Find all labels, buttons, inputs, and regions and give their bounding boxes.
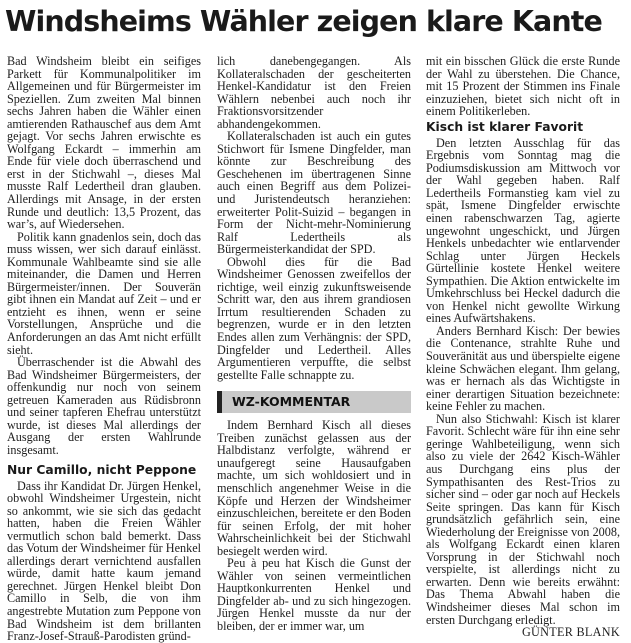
paragraph: Bad Windsheim bleibt ein seifiges Parkett für Kommunalpolitiker im Allgemeinen und für Bürgermeister im Speziellen. Zum zweiten Mal binnen sechs Jahren haben die Wähler einen amtierenden Rathauschef aus dem Amt gejagt. Vor sechs Jahren erwischte es Wolfgang Eckardt – immerhin am Ende für viele doch überraschend und erst in der Stichwahl –, dieses Mal musste Ralf Ledertheil dran glauben. Allerdings mit Ansage, in der ersten Runde und deutlich: 13,5 Prozent, das war’s, auf Wiedersehen. [7, 54, 201, 232]
column-2 [217, 54, 411, 633]
subheading: Kisch ist klarer Favorit [426, 119, 584, 134]
column-3 [426, 54, 620, 640]
paragraph: lich danebengegangen. Als Kollateralschaden der gescheiterten Henkel-Kandidatur ist den Freien Wählern nebenbei auch noch ihr Fraktionsvorsitzender abhandengekommen. [217, 54, 411, 131]
paragraph-with-signature [426, 411, 620, 640]
paragraph-text: Nun also Stichwahl: Kisch ist klarer Favorit. Schlecht wäre für ihn eine sehr geringe Wahlbeteiligung, wenn sich also zu viele der 2642 Kisch-Wähler aus Durchgang eins plus der Sympathisanten des Rest-Trios zu sicher sind – oder gar noch auf Heckels Seite springen. Das kann für Kisch grundsätzlich gefährlich sein, eine Wiederholung der Ereignisse von 2008, als Wolfgang Eckardt einen klaren Vorsprung in der Stichwahl noch verspielte, ist allerdings nicht zu erwarten. Denn wie bereits erwähnt: Das Thema Abwahl haben die Windsheimer dieses Mal schon im ersten Durchgang erledigt. [426, 411, 620, 627]
paragraph: Dass ihr Kandidat Dr. Jürgen Henkel, obwohl Windsheimer Urgestein, nicht so ankommt, wie sie sich das gedacht hatten, haben die Freien Wähler vermutlich schon bald bemerkt. Dass das Votum der Windsheimer für Henkel allerdings derart vernichtend ausfallen würde, damit hatte kaum jemand gerechnet. Jürgen Henkel bleibt Don Camillo in Selb, die von ihm angestrebte Mutation zum Peppone von Bad Windsheim ist dem brillanten Franz-Josef-Strauß-Parodisten gründ- [7, 478, 201, 643]
headline: Windsheims Wähler zeigen klare Kante [5, 5, 602, 38]
paragraph: mit ein bisschen Glück die erste Runde der Wahl zu überstehen. Die Chance, mit 15 Prozent der Stimmen ins Finale einzuziehen, bietet sich nicht oft in einem Politikerleben. [426, 54, 620, 119]
paragraph: Politik kann gnadenlos sein, doch das muss wissen, wer sich darauf einlässt. Kommunale Wahlbeamte sind sie alle miteinander, die Damen und Herren Bürgermeister/innen. Der Souverän gibt ihnen ein Mandat auf Zeit – und er entzieht es ihnen, wenn er seine Vorstellungen, Ansprüche und die Anforderungen an das Amt nicht erfüllt sieht. [7, 229, 201, 357]
paragraph: Obwohl dies für die Bad Windsheimer Genossen zweifellos der richtige, weil einzig zukunftsweisende Schritt war, den aus ihrem grandiosen Irrtum resultierenden Schaden zu begrenzen, wurde er in den letzten Endes allen zum Verhängnis: der SPD, Dingfelder und Ledertheil. Alles Argumentieren verpuffte, die selbst gestellte Falle schnappte zu. [217, 254, 411, 382]
paragraph: Indem Bernhard Kisch all dieses Treiben zunächst gelassen aus der Halbdistanz verfolgte, während er unaufgeregt seine Hausaufgaben machte, um sich wohldosiert und in menschlich angenehmer Weise in die Köpfe und Herzen der Windsheimer einzuschleichen, bereitete er den Boden für seinen Erfolg, der mit hoher Wahrscheinlichkeit bei der Stichwahl besiegelt werden wird. [217, 418, 411, 558]
kommentar-label-box [217, 391, 411, 413]
author-signature: GÜNTER BLANK [521, 625, 620, 640]
paragraph: Kollateralschaden ist auch ein gutes Stichwort für Ismene Dingfelder, man könnte zur Beschreibung des Geschehenen im übertragenen Sinne auch einen Begriff aus dem Polizei- und Juristendeutsch heranziehen: erweiterter Polit-Suizid – begangen in Form der Nicht-mehr-Nominierung Ralf Ledertheils als Bürgermeisterkandidat der SPD. [217, 129, 411, 257]
paragraph: Anders Bernhard Kisch: Der bewies die Contenance, strahlte Ruhe und Souveränität aus und überspielte eigene kleine Schwächen elegant. Ihm gelang, was er hernach als das Wichtigste in einer derartigen Situation bezeichnete: keine Fehler zu machen. [426, 323, 620, 414]
column-1 [7, 54, 201, 643]
paragraph: Den letzten Ausschlag für das Ergebnis vom Sonntag mag die Podiumsdiskussion am Mittwoch vor der Wahl gegeben haben. Ralf Ledertheils Formanstieg kam viel zu spät, Ismene Dingfelder erwischte einen rabenschwarzen Tag, agierte ungewohnt ungeschickt, und Jürgen Henkels unbedachter wie entlarvender Schlag unter Jürgen Heckels Gürtellinie kostete Henkel weitere Sympathien. Die Aktion entwickelte im Umkehrschluss bei Heckel dadurch die von Henkel nicht gewollte Wirkung eines Aufwärtshakens. [426, 135, 620, 326]
paragraph: Überraschender ist die Abwahl des Bad Windsheimer Bürgermeisters, der offenkundig nur noch von seinem getreuen Kameraden aus Rüdisbronn und seiner tapferen Ehefrau unterstützt wurde, ist dieses Mal allerdings der Ausgang der ersten Wahlrunde insgesamt. [7, 355, 201, 457]
paragraph: Peu à peu hat Kisch die Gunst der Wähler von seinen vermeintlichen Hauptkonkurrenten Henkel und Dingfelder ab- und zu sich hingezogen. Jürgen Henkel musste da nur der bleiben, der er immer war, um [217, 556, 411, 633]
subheading: Nur Camillo, nicht Peppone [7, 462, 197, 477]
kommentar-label: WZ-KOMMENTAR [232, 394, 351, 410]
